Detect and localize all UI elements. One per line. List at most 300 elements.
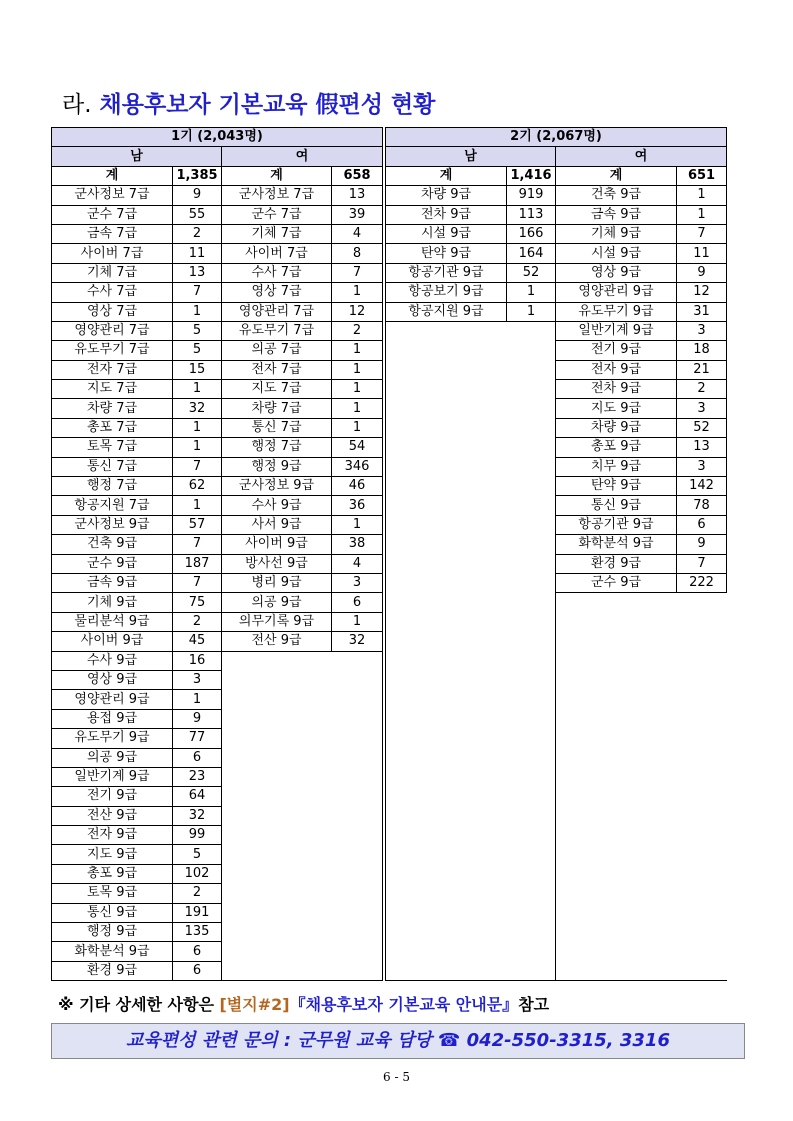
- empty-cell: [556, 942, 727, 961]
- count-cell: 11: [677, 244, 727, 263]
- table-row: [52, 418, 727, 437]
- empty-cell: [386, 535, 556, 554]
- position-cell: 화학분석 9급: [556, 535, 677, 554]
- count-cell: 13: [677, 438, 727, 457]
- count-cell: 9: [677, 535, 727, 554]
- empty-cell: [222, 942, 383, 961]
- position-cell: 건축 9급: [52, 535, 173, 554]
- position-cell: 지도 9급: [556, 399, 677, 418]
- position-cell: 병리 9급: [222, 573, 332, 592]
- empty-cell: [222, 845, 383, 864]
- empty-cell: [556, 612, 727, 631]
- position-cell: 사이버 9급: [222, 535, 332, 554]
- table-row: [52, 244, 727, 263]
- count-cell: 222: [677, 573, 727, 592]
- count-cell: 9: [677, 263, 727, 282]
- empty-cell: [386, 593, 556, 612]
- total-value: 651: [677, 166, 727, 185]
- total-label: 계: [52, 166, 173, 185]
- count-cell: 39: [332, 205, 383, 224]
- empty-cell: [386, 748, 556, 767]
- table-row: [52, 224, 727, 243]
- position-cell: 군수 9급: [556, 573, 677, 592]
- position-cell: 지도 7급: [52, 380, 173, 399]
- position-cell: 차량 9급: [386, 186, 507, 205]
- count-cell: 3: [677, 321, 727, 340]
- table-row: [52, 826, 727, 845]
- count-cell: 23: [173, 767, 222, 786]
- count-cell: 31: [677, 302, 727, 321]
- position-cell: 시설 9급: [556, 244, 677, 263]
- position-cell: 전기 9급: [52, 787, 173, 806]
- empty-cell: [222, 729, 383, 748]
- count-cell: 3: [677, 399, 727, 418]
- table-row: [52, 457, 727, 476]
- count-cell: 99: [173, 826, 222, 845]
- empty-cell: [386, 477, 556, 496]
- count-cell: 346: [332, 457, 383, 476]
- position-cell: 행정 9급: [222, 457, 332, 476]
- count-cell: 7: [332, 263, 383, 282]
- position-cell: 차량 7급: [52, 399, 173, 418]
- count-cell: 78: [677, 496, 727, 515]
- position-cell: 항공지원 9급: [386, 302, 507, 321]
- count-cell: 9: [173, 186, 222, 205]
- table-row: [52, 709, 727, 728]
- count-cell: 32: [332, 632, 383, 651]
- position-cell: 금속 9급: [556, 205, 677, 224]
- count-cell: 1: [332, 418, 383, 437]
- position-cell: 유도무기 7급: [52, 341, 173, 360]
- empty-cell: [386, 496, 556, 515]
- position-cell: 환경 9급: [556, 554, 677, 573]
- position-cell: 영상 7급: [222, 283, 332, 302]
- position-cell: 일반기계 9급: [52, 767, 173, 786]
- position-cell: 총포 7급: [52, 418, 173, 437]
- position-cell: 군수 9급: [52, 554, 173, 573]
- reference-note: ※ 기타 상세한 사항은 [별지#2]『채용후보자 기본교육 안내문』참고: [58, 995, 550, 1014]
- position-cell: 기체 9급: [52, 593, 173, 612]
- count-cell: 45: [173, 632, 222, 651]
- position-cell: 전자 7급: [222, 360, 332, 379]
- position-cell: 영양관리 9급: [52, 690, 173, 709]
- count-cell: 77: [173, 729, 222, 748]
- empty-cell: [386, 457, 556, 476]
- table-row: [52, 573, 727, 592]
- empty-cell: [386, 670, 556, 689]
- count-cell: 7: [173, 573, 222, 592]
- position-cell: 전기 9급: [556, 341, 677, 360]
- position-cell: 군사정보 7급: [222, 186, 332, 205]
- position-cell: 기체 9급: [556, 224, 677, 243]
- count-cell: 5: [173, 845, 222, 864]
- position-cell: 시설 9급: [386, 224, 507, 243]
- count-cell: 1: [173, 690, 222, 709]
- table-row: [52, 961, 727, 980]
- batch-header: 1기 (2,043명): [52, 128, 383, 147]
- table-row: [52, 845, 727, 864]
- count-cell: 8: [332, 244, 383, 263]
- table-row: [52, 380, 727, 399]
- count-cell: 1: [332, 399, 383, 418]
- position-cell: 기체 7급: [52, 263, 173, 282]
- table-row: [52, 632, 727, 651]
- position-cell: 금속 9급: [52, 573, 173, 592]
- empty-cell: [386, 787, 556, 806]
- position-cell: 유도무기 7급: [222, 321, 332, 340]
- empty-cell: [222, 806, 383, 825]
- empty-cell: [386, 806, 556, 825]
- table-row: [52, 651, 727, 670]
- position-cell: 총포 9급: [556, 438, 677, 457]
- empty-cell: [556, 729, 727, 748]
- table-row: [52, 186, 727, 205]
- empty-cell: [556, 767, 727, 786]
- count-cell: 36: [332, 496, 383, 515]
- count-cell: 11: [173, 244, 222, 263]
- count-cell: 4: [332, 224, 383, 243]
- table-row: [52, 942, 727, 961]
- count-cell: 1: [332, 283, 383, 302]
- count-cell: 3: [173, 670, 222, 689]
- position-cell: 전자 7급: [52, 360, 173, 379]
- empty-cell: [222, 826, 383, 845]
- empty-cell: [386, 826, 556, 845]
- position-cell: 통신 7급: [52, 457, 173, 476]
- position-cell: 수사 9급: [52, 651, 173, 670]
- empty-cell: [386, 942, 556, 961]
- position-cell: 항공기관 9급: [386, 263, 507, 282]
- empty-cell: [556, 826, 727, 845]
- empty-cell: [222, 690, 383, 709]
- empty-cell: [386, 438, 556, 457]
- sex-header: 여: [222, 147, 383, 166]
- empty-cell: [386, 690, 556, 709]
- total-label: 계: [556, 166, 677, 185]
- position-cell: 지도 9급: [52, 845, 173, 864]
- count-cell: 32: [173, 399, 222, 418]
- position-cell: 영양관리 7급: [52, 321, 173, 340]
- count-cell: 2: [173, 612, 222, 631]
- empty-cell: [222, 670, 383, 689]
- count-cell: 32: [173, 806, 222, 825]
- position-cell: 전자 9급: [52, 826, 173, 845]
- empty-cell: [386, 903, 556, 922]
- position-cell: 의무기록 9급: [222, 612, 332, 631]
- count-cell: 113: [507, 205, 556, 224]
- table-row: [52, 263, 727, 282]
- table-row: [52, 205, 727, 224]
- position-cell: 전차 9급: [386, 205, 507, 224]
- table-row: [52, 884, 727, 903]
- count-cell: 1: [173, 302, 222, 321]
- table-row: [52, 321, 727, 340]
- empty-cell: [556, 903, 727, 922]
- position-cell: 전산 9급: [222, 632, 332, 651]
- table-row: [52, 806, 727, 825]
- position-cell: 통신 9급: [52, 903, 173, 922]
- count-cell: 62: [173, 477, 222, 496]
- table-row: [52, 593, 727, 612]
- empty-cell: [386, 767, 556, 786]
- position-cell: 군사정보 9급: [52, 515, 173, 534]
- position-cell: 영상 9급: [556, 263, 677, 282]
- total-value: 658: [332, 166, 383, 185]
- table-row: [52, 864, 727, 883]
- table-row: [52, 438, 727, 457]
- count-cell: 1: [332, 612, 383, 631]
- count-cell: 164: [507, 244, 556, 263]
- position-cell: 사서 9급: [222, 515, 332, 534]
- empty-cell: [556, 632, 727, 651]
- empty-cell: [556, 864, 727, 883]
- position-cell: 전산 9급: [52, 806, 173, 825]
- assignment-table: [51, 127, 727, 981]
- position-cell: 방사선 9급: [222, 554, 332, 573]
- position-cell: 수사 7급: [222, 263, 332, 282]
- table-row: [52, 360, 727, 379]
- empty-cell: [386, 399, 556, 418]
- position-cell: 행정 7급: [222, 438, 332, 457]
- table-row: [52, 477, 727, 496]
- empty-cell: [386, 709, 556, 728]
- count-cell: 52: [507, 263, 556, 282]
- empty-cell: [556, 845, 727, 864]
- empty-cell: [222, 748, 383, 767]
- total-value: 1,385: [173, 166, 222, 185]
- position-cell: 사이버 7급: [222, 244, 332, 263]
- position-cell: 사이버 9급: [52, 632, 173, 651]
- empty-cell: [556, 923, 727, 942]
- empty-cell: [386, 923, 556, 942]
- count-cell: 57: [173, 515, 222, 534]
- position-cell: 전차 9급: [556, 380, 677, 399]
- empty-cell: [556, 961, 727, 980]
- empty-cell: [556, 690, 727, 709]
- position-cell: 영양관리 7급: [222, 302, 332, 321]
- table-row: [52, 670, 727, 689]
- position-cell: 화학분석 9급: [52, 942, 173, 961]
- table-row: [52, 612, 727, 631]
- empty-cell: [556, 806, 727, 825]
- count-cell: 7: [173, 457, 222, 476]
- count-cell: 135: [173, 923, 222, 942]
- empty-cell: [556, 748, 727, 767]
- count-cell: 38: [332, 535, 383, 554]
- count-cell: 7: [173, 283, 222, 302]
- empty-cell: [222, 864, 383, 883]
- count-cell: 1: [173, 418, 222, 437]
- count-cell: 2: [332, 321, 383, 340]
- total-value: 1,416: [507, 166, 556, 185]
- position-cell: 사이버 7급: [52, 244, 173, 263]
- page-number: 6 - 5: [383, 1070, 410, 1084]
- count-cell: 7: [173, 535, 222, 554]
- empty-cell: [556, 670, 727, 689]
- count-cell: 6: [677, 515, 727, 534]
- count-cell: 52: [677, 418, 727, 437]
- count-cell: 9: [173, 709, 222, 728]
- count-cell: 166: [507, 224, 556, 243]
- empty-cell: [556, 709, 727, 728]
- table-row: [52, 748, 727, 767]
- position-cell: 환경 9급: [52, 961, 173, 980]
- count-cell: 5: [173, 341, 222, 360]
- empty-cell: [386, 554, 556, 573]
- count-cell: 1: [332, 380, 383, 399]
- count-cell: 7: [677, 554, 727, 573]
- position-cell: 차량 9급: [556, 418, 677, 437]
- position-cell: 행정 7급: [52, 477, 173, 496]
- empty-cell: [222, 709, 383, 728]
- count-cell: 1: [173, 380, 222, 399]
- table-row: [52, 923, 727, 942]
- position-cell: 차량 7급: [222, 399, 332, 418]
- empty-cell: [386, 360, 556, 379]
- position-cell: 군수 7급: [222, 205, 332, 224]
- empty-cell: [386, 573, 556, 592]
- empty-cell: [556, 787, 727, 806]
- empty-cell: [386, 845, 556, 864]
- position-cell: 영양관리 9급: [556, 283, 677, 302]
- count-cell: 6: [173, 748, 222, 767]
- position-cell: 일반기계 9급: [556, 321, 677, 340]
- position-cell: 통신 9급: [556, 496, 677, 515]
- empty-cell: [386, 515, 556, 534]
- empty-cell: [222, 651, 383, 670]
- position-cell: 통신 7급: [222, 418, 332, 437]
- position-cell: 유도무기 9급: [52, 729, 173, 748]
- count-cell: 5: [173, 321, 222, 340]
- count-cell: 55: [173, 205, 222, 224]
- table-row: [52, 515, 727, 534]
- guide-title: 『채용후보자 기본교육 안내문』: [289, 995, 519, 1014]
- count-cell: 1: [173, 438, 222, 457]
- count-cell: 46: [332, 477, 383, 496]
- count-cell: 2: [173, 884, 222, 903]
- count-cell: 6: [173, 942, 222, 961]
- count-cell: 16: [173, 651, 222, 670]
- position-cell: 치무 9급: [556, 457, 677, 476]
- position-cell: 항공보기 9급: [386, 283, 507, 302]
- table-row: [52, 535, 727, 554]
- position-cell: 건축 9급: [556, 186, 677, 205]
- position-cell: 항공지원 7급: [52, 496, 173, 515]
- sex-header: 여: [556, 147, 727, 166]
- section-number: 라.: [62, 92, 92, 118]
- position-cell: 유도무기 9급: [556, 302, 677, 321]
- position-cell: 토목 9급: [52, 884, 173, 903]
- empty-cell: [222, 961, 383, 980]
- empty-cell: [386, 380, 556, 399]
- count-cell: 1: [332, 515, 383, 534]
- count-cell: 12: [332, 302, 383, 321]
- table-row: [52, 690, 727, 709]
- count-cell: 18: [677, 341, 727, 360]
- total-label: 계: [222, 166, 332, 185]
- empty-cell: [386, 341, 556, 360]
- count-cell: 3: [332, 573, 383, 592]
- count-cell: 64: [173, 787, 222, 806]
- position-cell: 총포 9급: [52, 864, 173, 883]
- position-cell: 금속 7급: [52, 224, 173, 243]
- position-cell: 물리분석 9급: [52, 612, 173, 631]
- count-cell: 12: [677, 283, 727, 302]
- count-cell: 187: [173, 554, 222, 573]
- position-cell: 전자 9급: [556, 360, 677, 379]
- count-cell: 919: [507, 186, 556, 205]
- count-cell: 1: [332, 341, 383, 360]
- position-cell: 지도 7급: [222, 380, 332, 399]
- position-cell: 군사정보 7급: [52, 186, 173, 205]
- section-heading: 채용후보자 기본교육 假편성 현황: [99, 92, 436, 118]
- count-cell: 1: [677, 186, 727, 205]
- count-cell: 1: [507, 283, 556, 302]
- count-cell: 13: [332, 186, 383, 205]
- table-row: [52, 399, 727, 418]
- position-cell: 수사 9급: [222, 496, 332, 515]
- position-cell: 탄약 9급: [386, 244, 507, 263]
- empty-cell: [556, 593, 727, 612]
- count-cell: 7: [677, 224, 727, 243]
- count-cell: 4: [332, 554, 383, 573]
- count-cell: 1: [677, 205, 727, 224]
- count-cell: 1: [507, 302, 556, 321]
- empty-cell: [386, 418, 556, 437]
- empty-cell: [556, 651, 727, 670]
- count-cell: 6: [173, 961, 222, 980]
- total-label: 계: [386, 166, 507, 185]
- empty-cell: [386, 612, 556, 631]
- table-row: [52, 341, 727, 360]
- position-cell: 항공기관 9급: [556, 515, 677, 534]
- count-cell: 1: [332, 360, 383, 379]
- empty-cell: [386, 729, 556, 748]
- count-cell: 102: [173, 864, 222, 883]
- position-cell: 의공 9급: [222, 593, 332, 612]
- position-cell: 군사정보 9급: [222, 477, 332, 496]
- table-row: [52, 496, 727, 515]
- count-cell: 142: [677, 477, 727, 496]
- position-cell: 토목 7급: [52, 438, 173, 457]
- table-row: [52, 302, 727, 321]
- sex-header: 남: [386, 147, 556, 166]
- empty-cell: [222, 884, 383, 903]
- position-cell: 군수 7급: [52, 205, 173, 224]
- sex-header: 남: [52, 147, 222, 166]
- position-cell: 행정 9급: [52, 923, 173, 942]
- count-cell: 1: [173, 496, 222, 515]
- empty-cell: [386, 884, 556, 903]
- position-cell: 영상 9급: [52, 670, 173, 689]
- empty-cell: [386, 321, 556, 340]
- table-row: [52, 283, 727, 302]
- count-cell: 191: [173, 903, 222, 922]
- empty-cell: [556, 884, 727, 903]
- table-row: [52, 903, 727, 922]
- attachment-ref: [별지#2]: [219, 995, 290, 1014]
- empty-cell: [222, 787, 383, 806]
- batch-header: 2기 (2,067명): [386, 128, 727, 147]
- count-cell: 2: [173, 224, 222, 243]
- empty-cell: [222, 767, 383, 786]
- empty-cell: [386, 632, 556, 651]
- count-cell: 13: [173, 263, 222, 282]
- count-cell: 54: [332, 438, 383, 457]
- empty-cell: [386, 961, 556, 980]
- count-cell: 15: [173, 360, 222, 379]
- empty-cell: [386, 864, 556, 883]
